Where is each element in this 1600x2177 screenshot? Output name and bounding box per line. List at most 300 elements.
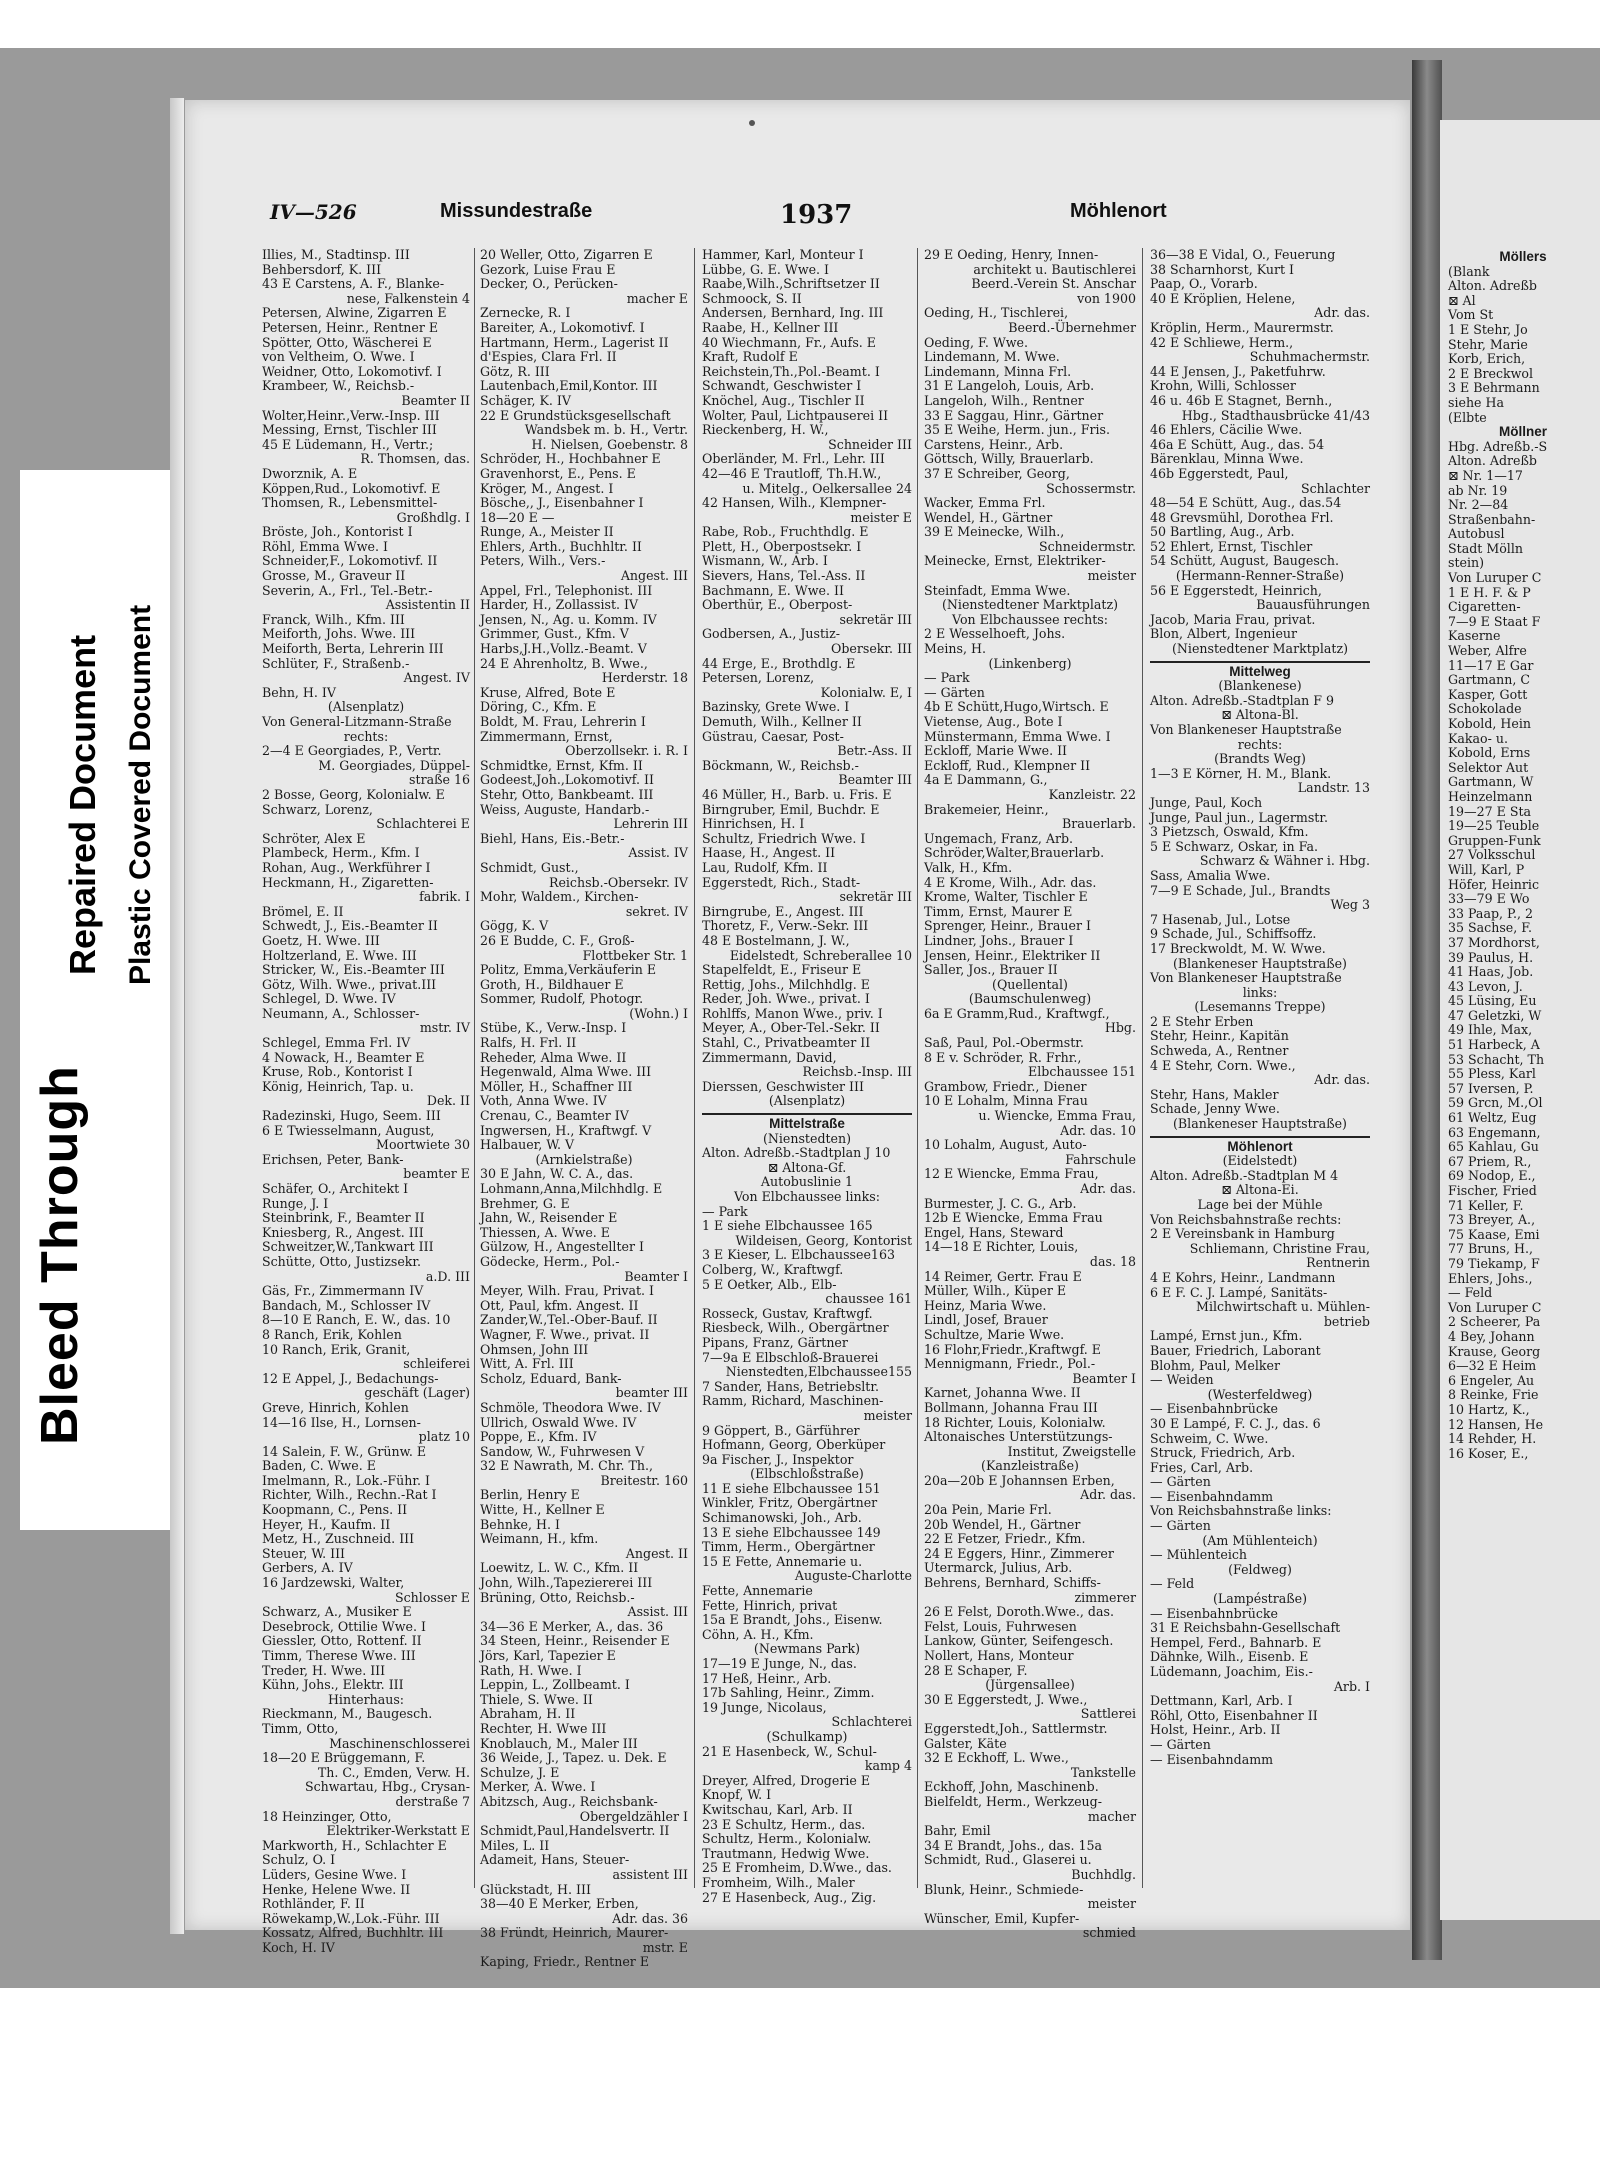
directory-entry: 43 E Carstens, A. F., Blanke-	[262, 276, 445, 292]
directory-entry: Meinecke, Ernst, Elektriker-	[924, 553, 1106, 569]
directory-entry: schleiferei	[403, 1356, 470, 1372]
directory-entry: Andersen, Bernhard, Ing. III	[702, 305, 884, 321]
directory-entry: (Blankeneser Hauptstraße)	[1173, 1116, 1347, 1132]
directory-entry: Behbersdorf, K. III	[262, 261, 382, 277]
directory-entry: Godeest,Joh.,Lokomotivf. II	[480, 772, 654, 788]
directory-entry: 57 Iversen, P.	[1448, 1080, 1534, 1096]
directory-entry: Institut, Zweigstelle	[1007, 1443, 1136, 1459]
directory-entry: 18—20 E Brüggemann, F.	[262, 1750, 426, 1766]
directory-entry: (Lesemanns Treppe)	[1194, 999, 1326, 1015]
directory-entry: (Elbschloßstraße)	[750, 1466, 864, 1482]
directory-entry: Schütte, Otto, Justizsekr.	[262, 1253, 422, 1269]
directory-entry: Weiss, Auguste, Handarb.-	[480, 801, 650, 817]
directory-entry: Korb, Erich,	[1448, 351, 1526, 367]
directory-entry: 40 E Kröplien, Helene,	[1150, 290, 1296, 306]
directory-entry: Wagner, F. Wwe., privat. II	[480, 1326, 650, 1342]
directory-entry: — Park	[924, 670, 970, 686]
directory-entry: 61 Weltz, Eug	[1448, 1110, 1537, 1126]
directory-entry: (Hermann-Renner-Straße)	[1175, 568, 1345, 584]
directory-entry: Von General-Litzmann-Straße	[262, 714, 452, 729]
directory-entry: Raabe, H., Kellner III	[702, 319, 839, 335]
directory-entry: Schröder,Walter,Brauerlarb.	[924, 845, 1105, 861]
directory-entry: 34—36 E Merker, A., das. 36	[480, 1618, 664, 1634]
directory-entry: 51 Harbeck, A	[1448, 1037, 1540, 1053]
bleed-through-label: Bleed Through	[31, 1065, 89, 1445]
directory-entry: beamter E	[403, 1166, 470, 1182]
directory-entry: Alton. Adreßb.-Stadtplan F 9	[1150, 692, 1335, 708]
directory-entry: Imelmann, R., Lok.-Führ. I	[262, 1472, 430, 1488]
directory-entry: Assistentin II	[385, 597, 470, 613]
directory-entry: 12 Hansen, He	[1448, 1416, 1544, 1432]
directory-entry: Adr. das. 36	[612, 1910, 688, 1926]
directory-entry: Karnet, Johanna Wwe. II	[924, 1385, 1081, 1401]
directory-entry: Erichsen, Peter, Bank-	[262, 1151, 404, 1167]
directory-entry: Kolonialw. E, I	[820, 684, 912, 700]
directory-entry: Runge, J. I	[262, 1195, 329, 1211]
directory-entry: Schröter, Alex E	[262, 830, 366, 846]
directory-entry: 12 E Appel, J., Bedachungs-	[262, 1370, 439, 1386]
directory-entry: Politz, Emma,Verkäuferin E	[480, 962, 657, 978]
directory-entry: Runge, A., Meister II	[480, 524, 614, 540]
directory-entry: Lindner, Johs., Brauer I	[924, 932, 1074, 948]
directory-entry: John, Wilh.,Tapeziererei III	[480, 1575, 653, 1591]
directory-entry: Blunk, Heinr., Schmiede-	[924, 1881, 1084, 1897]
directory-entry: 18 Heinzinger, Otto,	[262, 1808, 392, 1824]
directory-entry: Krome, Walter, Tischler E	[924, 889, 1088, 905]
directory-entry: Lindl, Josef, Brauer	[924, 1312, 1048, 1328]
directory-entry: Lampé, Ernst jun., Kfm.	[1150, 1328, 1303, 1344]
directory-entry: Halbauer, W. V	[480, 1137, 575, 1153]
directory-entry: 9 Göppert, B., Gärführer	[702, 1422, 860, 1438]
directory-entry: Kniesberg, R., Angest. III	[262, 1224, 424, 1240]
directory-entry: Adr. das. 10	[1060, 1122, 1136, 1138]
directory-entry: 9a Fischer, J., Inspektor	[702, 1451, 854, 1467]
directory-entry: (Westerfeldweg)	[1207, 1386, 1313, 1402]
directory-column-2	[480, 247, 688, 1970]
directory-entry: Landstr. 13	[1297, 780, 1370, 796]
directory-entry: (Brandts Weg)	[1214, 751, 1306, 767]
directory-entry: macher E	[626, 290, 688, 306]
directory-entry: Gödecke, Herm., Pol.-	[480, 1253, 620, 1269]
directory-entry: Mennigmann, Friedr., Pol.-	[924, 1356, 1096, 1372]
directory-entry: 35 E Weihe, Herm. jun., Fris.	[924, 422, 1110, 438]
directory-entry: Alton. Adreßb	[1448, 278, 1537, 294]
directory-entry: (Blank	[1448, 263, 1490, 279]
directory-entry: Stehr, Heinr., Kapitän	[1150, 1028, 1289, 1044]
directory-entry: Baden, C. Wwe. E	[262, 1458, 376, 1474]
directory-entry: Reichsb.-Insp. III	[802, 1064, 912, 1080]
directory-entry: 39 Paulus, H.	[1448, 949, 1534, 965]
column-divider	[917, 248, 918, 1888]
directory-entry: Petersen, Heinr., Rentner E	[262, 319, 439, 335]
directory-entry: Schwarz & Wähner i. Hbg.	[1199, 853, 1370, 869]
directory-entry: Schlachter	[1300, 480, 1370, 496]
directory-entry: Stapelfeldt, E., Friseur E	[702, 962, 862, 978]
directory-entry: Schneider,F., Lokomotivf. II	[262, 553, 438, 569]
directory-entry: Trautmann, Hedwig Wwe.	[702, 1845, 870, 1861]
directory-entry: Burmester, J. C. G., Arb.	[924, 1195, 1077, 1211]
directory-entry: Will, Karl, P	[1448, 861, 1525, 877]
directory-entry: Meiforth, Johs. Wwe. III	[262, 626, 416, 642]
section-divider	[1150, 661, 1370, 663]
directory-entry: Göttsch, Willy, Brauerlarb.	[924, 451, 1094, 467]
directory-entry: Rieckmann, M., Baugesch.	[262, 1706, 433, 1722]
directory-entry: platz 10	[418, 1429, 470, 1445]
directory-entry: 12 E Wiencke, Emma Frau,	[924, 1166, 1099, 1182]
directory-entry: Henke, Helene Wwe. II	[262, 1881, 411, 1897]
directory-entry: 71 Keller, F.	[1448, 1197, 1524, 1213]
directory-entry: Schulze, J. E	[480, 1764, 560, 1780]
directory-entry: Angest. III	[620, 568, 688, 584]
directory-entry: Neumann, A., Schlosser-	[262, 1005, 420, 1021]
directory-entry: Schweim, C. Wwe.	[1150, 1430, 1269, 1446]
directory-entry: Peters, Wilh., Vers.-	[480, 553, 606, 569]
directory-entry: 26 E Budde, C. F., Groß-	[480, 932, 635, 948]
directory-entry: Desebrock, Ottilie Wwe. I	[262, 1618, 426, 1634]
directory-entry: 42 E Schliewe, Herm.,	[1150, 334, 1294, 350]
directory-entry: Greve, Hinrich, Kohlen	[262, 1399, 409, 1415]
repaired-document-label: Repaired Document	[62, 634, 103, 975]
directory-entry: Behn, H. IV	[262, 684, 336, 700]
directory-entry: Treder, H. Wwe. III	[262, 1662, 386, 1678]
directory-entry: Schmöle, Theodora Wwe. IV	[480, 1399, 661, 1415]
directory-entry: Groth, H., Bildhauer E	[480, 976, 624, 992]
directory-entry: Von Luruper C	[1448, 570, 1542, 586]
directory-entry: 18—20 E —	[480, 509, 555, 525]
directory-entry: Bielfeldt, Herm., Werkzeug-	[924, 1793, 1102, 1809]
directory-entry: 4 E Stehr, Corn. Wwe.,	[1150, 1057, 1296, 1073]
directory-entry: Steinfadt, Emma Wwe.	[924, 582, 1071, 598]
directory-entry: Hegenwald, Alma Wwe. III	[480, 1064, 652, 1080]
directory-entry: ⊠ Altona-Ei.	[1221, 1182, 1299, 1198]
directory-entry: Gerbers, A. IV	[262, 1560, 353, 1576]
directory-entry: Timm, Ernst, Maurer E	[924, 903, 1073, 919]
directory-entry: 20 Weller, Otto, Zigarren E	[480, 247, 653, 262]
directory-entry: Colberg, W., Kraftwgf.	[702, 1261, 844, 1277]
directory-entry: Goetz, H. Wwe. III	[262, 932, 380, 948]
directory-entry: Lindemann, M. Wwe.	[924, 349, 1060, 365]
directory-entry: 33—79 E Wo	[1448, 891, 1530, 907]
directory-entry: 3 E Kieser, L. Elbchaussee163	[702, 1247, 895, 1263]
directory-entry: Obersekr. III	[831, 641, 912, 657]
directory-entry: Nienstedten,Elbchaussee155	[725, 1364, 912, 1380]
directory-entry: Schäfer, O., Architekt I	[262, 1181, 409, 1196]
next-page	[1440, 120, 1600, 1920]
directory-entry: 10 E Lohalm, Minna Frau	[924, 1093, 1088, 1109]
directory-entry: 30 E Jahn, W. C. A., das.	[480, 1166, 634, 1182]
directory-entry: Rabe, Rob., Fruchthdlg. E	[702, 524, 869, 540]
directory-entry: Köppen,Rud., Lokomotivf. E	[262, 480, 441, 496]
directory-entry: 5 E Schwarz, Oskar, in Fa.	[1150, 838, 1319, 854]
page-number: IV—526	[270, 200, 357, 224]
directory-entry: 20a—20b E Johannsen Erben,	[924, 1472, 1115, 1488]
directory-entry: Großhdlg. I	[396, 509, 470, 525]
directory-entry: Heyer, H., Kaufm. II	[262, 1516, 391, 1532]
directory-entry: u. Mitelg., Oelkersallee 24	[742, 480, 912, 496]
directory-entry: schmied	[1082, 1925, 1136, 1941]
directory-entry: Stübe, K., Verw.-Insp. I	[480, 1020, 627, 1036]
directory-entry: meister E	[850, 509, 912, 525]
directory-entry: 17—19 E Junge, N., das.	[702, 1656, 857, 1671]
directory-entry: 7 Sander, Hans, Betriebsltr.	[702, 1378, 880, 1394]
directory-entry: 2 E Vereinsbank in Hamburg	[1150, 1226, 1335, 1242]
directory-entry: 14—16 Ilse, H., Lornsen-	[262, 1414, 421, 1430]
directory-entry: Münstermann, Emma Wwe. I	[924, 728, 1111, 744]
directory-entry: Auguste-Charlotte	[794, 1568, 912, 1584]
directory-entry: 36 Weide, J., Tapez. u. Dek. E	[480, 1750, 667, 1766]
directory-entry: Birngrube, E., Angest. III	[702, 903, 864, 919]
street-heading: Mittelweg	[1229, 663, 1291, 679]
directory-entry: Spötter, Otto, Wäscherei E	[262, 334, 432, 350]
directory-entry: Von Elbchaussee rechts:	[952, 611, 1108, 627]
directory-entry: Elbchaussee 151	[1028, 1064, 1136, 1080]
directory-entry: Schwandt, Geschwister I	[702, 378, 862, 394]
directory-entry: 25 E Fromheim, D.Wwe., das.	[702, 1860, 892, 1876]
directory-entry: 2 E Breckwol	[1448, 365, 1534, 381]
directory-entry: Koopmann, C., Pens. II	[262, 1502, 408, 1518]
directory-entry: Lankow, Günter, Seifengesch.	[924, 1633, 1114, 1649]
directory-entry: ⊠ Al	[1448, 292, 1476, 308]
directory-entry: Pipans, Franz, Gärtner	[702, 1334, 848, 1350]
directory-entry: Bareiter, A., Lokomotivf. I	[480, 319, 645, 335]
directory-entry: Rohan, Aug., Werkführer I	[262, 859, 431, 875]
directory-entry: Riesbeck, Wilh., Obergärtner	[702, 1320, 889, 1336]
directory-entry: 14 Rehder, H.	[1448, 1431, 1537, 1447]
directory-entry: Wildeisen, Georg, Kontorist	[735, 1232, 912, 1248]
directory-entry: Bauausführungen	[1256, 597, 1370, 613]
directory-entry: Autobuslinie 1	[760, 1174, 854, 1190]
directory-entry: Kakao- u.	[1448, 730, 1509, 746]
directory-entry: Struck, Friedrich, Arb.	[1150, 1445, 1296, 1461]
directory-entry: Hbg.	[1104, 1020, 1136, 1036]
directory-entry: — Gärten	[924, 684, 985, 700]
directory-entry: Glückstadt, H. III	[480, 1881, 591, 1897]
directory-entry: Behnke, H. I	[480, 1516, 560, 1532]
directory-entry: Weidner, Otto, Lokomotivf. I	[262, 363, 442, 379]
section-divider	[1150, 1136, 1370, 1138]
book-gutter	[1412, 60, 1442, 1960]
directory-entry: Nollert, Hans, Monteur	[924, 1648, 1074, 1663]
directory-entry: (Quellental)	[992, 976, 1068, 992]
directory-entry: Ehlers, Johs.,	[1448, 1270, 1533, 1286]
directory-entry: Reder, Joh. Wwe., privat. I	[702, 991, 870, 1007]
directory-entry: — Gärten	[1150, 1474, 1211, 1490]
directory-entry: Fischer, Fried	[1448, 1183, 1537, 1198]
directory-entry: Altonaisches Unterstützungs-	[924, 1429, 1113, 1445]
directory-entry: Biehl, Hans, Eis.-Betr.-	[480, 830, 625, 846]
directory-entry: Sommer, Rudolf, Photogr.	[480, 991, 644, 1007]
directory-entry: Petersen, Alwine, Zigarren E	[262, 305, 447, 321]
directory-entry: Hinrichsen, H. I	[702, 816, 805, 832]
directory-entry: 73 Breyer, A.,	[1448, 1212, 1536, 1228]
directory-entry: Bauer, Friedrich, Laborant	[1150, 1342, 1321, 1358]
directory-entry: Gäs, Fr., Zimmermann IV	[262, 1283, 424, 1299]
directory-entry: Schmidtke, Ernst, Kfm. II	[480, 757, 643, 773]
directory-entry: Reichsb.-Obersekr. IV	[548, 874, 688, 890]
directory-entry: 3 E Behrmann	[1448, 380, 1540, 396]
directory-entry: 33 Paap, P., 2	[1448, 905, 1533, 921]
directory-entry: Hempel, Ferd., Bahnarb. E	[1150, 1634, 1322, 1650]
directory-entry: Brauerlarb.	[1062, 816, 1136, 832]
directory-entry: 42 Hansen, Wilh., Klempner-	[702, 495, 887, 511]
directory-entry: 54 Schütt, August, Baugesch.	[1150, 553, 1339, 569]
directory-entry: Raabe,Wilh.,Schriftsetzer II	[702, 276, 880, 292]
directory-entry: Eckhoff, John, Maschinenb.	[924, 1779, 1099, 1795]
directory-entry: 4 Nowack, H., Beamter E	[262, 1049, 425, 1065]
directory-entry: Röwekamp,W.,Lok.-Führ. III	[262, 1910, 440, 1926]
directory-entry: König, Heinrich, Tap. u.	[262, 1078, 414, 1094]
directory-entry: Holst, Heinr., Arb. II	[1150, 1722, 1281, 1738]
directory-entry: 14—18 E Richter, Louis,	[924, 1239, 1079, 1255]
directory-entry: Wacker, Emma Frl.	[924, 495, 1046, 511]
directory-entry: Grimmer, Gust., Kfm. V	[480, 626, 629, 642]
directory-entry: Eidelstedt, Schreberallee 10	[729, 947, 912, 963]
directory-entry: 69 Nodop, E.,	[1448, 1168, 1536, 1184]
directory-entry: 33 E Saggau, Hinr., Gärtner	[924, 407, 1104, 423]
directory-entry: Mohr, Waldem., Kirchen-	[480, 889, 639, 905]
directory-entry: — Weiden	[1150, 1372, 1214, 1388]
directory-entry: 1 E H. F. & P	[1448, 584, 1531, 600]
directory-entry: 8 E v. Schröder, R. Frhr.,	[924, 1049, 1082, 1065]
directory-entry: Timm, Therese Wwe. III	[262, 1648, 416, 1663]
directory-entry: 48 E Bostelmann, J. W.,	[702, 932, 850, 948]
directory-entry: meister	[1087, 1896, 1136, 1912]
directory-entry: Vietense, Aug., Bote I	[924, 714, 1063, 729]
directory-entry: Buchhdlg.	[1071, 1866, 1136, 1882]
directory-entry: Schweda, A., Rentner	[1150, 1043, 1289, 1059]
directory-entry: Krohn, Willi, Schlosser	[1150, 378, 1296, 394]
directory-entry: Gartmann, C	[1448, 672, 1530, 688]
directory-entry: Beerd.-Übernehmer	[1008, 319, 1136, 335]
directory-entry: (Elbte	[1448, 409, 1487, 425]
directory-column-1	[262, 247, 470, 1955]
directory-entry: Rothländer, F. II	[262, 1896, 365, 1912]
directory-entry: (Alsenplatz)	[768, 1093, 846, 1109]
directory-entry: 31 E Reichsbahn-Gesellschaft	[1150, 1620, 1341, 1636]
directory-entry: Wolter,Heinr.,Verw.-Insp. III	[262, 407, 440, 423]
header-street: Missundestraße	[440, 200, 593, 222]
directory-entry: Ullrich, Oswald Wwe. IV	[480, 1414, 637, 1430]
directory-entry: 12b E Wiencke, Emma Frau	[924, 1210, 1103, 1226]
directory-entry: Selektor Aut	[1448, 759, 1529, 775]
column-divider	[474, 248, 475, 1888]
directory-entry: 17b Sahling, Heinr., Zimm.	[702, 1685, 875, 1701]
directory-entry: Von Reichsbahnstraße links:	[1150, 1503, 1332, 1519]
page-header	[200, 200, 1380, 230]
section-divider	[702, 1113, 912, 1115]
directory-entry: Beamter I	[1072, 1370, 1136, 1386]
directory-entry: Maschinenschlosserei	[329, 1735, 470, 1751]
directory-entry: 20a Pein, Marie Frl.	[924, 1502, 1052, 1518]
directory-entry: 5 E Oetker, Alb., Elb-	[702, 1276, 837, 1292]
directory-entry: derstraße 7	[395, 1793, 470, 1809]
directory-entry: (Am Mühlenteich)	[1202, 1532, 1318, 1548]
directory-entry: Wismann, W., Arb. I	[702, 553, 828, 569]
directory-entry: Obergeldzähler I	[579, 1808, 688, 1824]
directory-entry: 32 E Nawrath, M. Chr. Th.,	[480, 1458, 654, 1474]
directory-entry: Adr. das.	[1080, 1181, 1136, 1196]
directory-entry: Leppin, L., Zollbeamt. I	[480, 1677, 630, 1693]
directory-entry: 4 E Kohrs, Heinr., Landmann	[1150, 1269, 1336, 1285]
directory-entry: Schwartau, Hbg., Crysan-	[304, 1779, 470, 1795]
directory-entry: — Gärten	[1150, 1518, 1211, 1534]
directory-entry: Moortwiete 30	[376, 1137, 470, 1153]
directory-entry: Reichstein,Th.,Pol.-Beamt. I	[702, 363, 880, 379]
directory-entry: straße 16	[409, 772, 470, 788]
directory-entry: Wünscher, Emil, Kupfer-	[924, 1910, 1080, 1926]
directory-entry: Behrens, Bernhard, Schiffs-	[924, 1575, 1101, 1591]
directory-entry: Kaserne	[1448, 628, 1501, 644]
directory-entry: Stehr, Otto, Bankbeamt. III	[480, 786, 654, 802]
directory-entry: 23 E Schultz, Herm., das.	[702, 1816, 866, 1832]
directory-entry: 40 Wiechmann, Fr., Aufs. E	[702, 334, 876, 350]
directory-entry: Heinzelmann	[1448, 788, 1533, 804]
directory-entry: Von Blankeneser Hauptstraße	[1150, 970, 1342, 986]
directory-entry: Heckmann, H., Zigaretten-	[262, 874, 434, 890]
directory-entry: 6 E F. C. J. Lampé, Sanitäts-	[1150, 1284, 1328, 1300]
directory-entry: Kasper, Gott	[1448, 686, 1528, 702]
directory-entry: Radezinski, Hugo, Seem. III	[262, 1108, 441, 1124]
directory-entry: 34 E Brandt, Johs., das. 15a	[924, 1837, 1103, 1853]
directory-entry: Ungemach, Franz, Arb.	[924, 830, 1074, 846]
directory-entry: Ingwersen, H., Kraftwgf. V	[480, 1122, 652, 1138]
directory-entry: Alton. Adreßb	[1448, 453, 1537, 469]
directory-entry: 46a E Schütt, Aug., das. 54	[1150, 436, 1325, 452]
directory-entry: Breitestr. 160	[600, 1472, 688, 1488]
directory-entry: Rohlffs, Manon Wwe., priv. I	[702, 1005, 883, 1021]
directory-entry: Ralfs, H. Frl. II	[480, 1035, 577, 1051]
directory-entry: R. Thomsen, das.	[360, 451, 470, 467]
directory-entry: Scholz, Eduard, Bank-	[480, 1370, 622, 1386]
directory-entry: Von Elbchaussee links:	[733, 1189, 881, 1204]
directory-entry: Timm, Otto,	[262, 1720, 339, 1736]
directory-entry: 30 E Lampé, F. C. J., das. 6	[1150, 1415, 1321, 1431]
directory-entry: 37 E Schreiber, Georg,	[924, 465, 1070, 481]
directory-entry: 7—9a E Elbschloß-Brauerei	[702, 1349, 879, 1365]
directory-column-3	[702, 247, 912, 1905]
directory-entry: Lage bei der Mühle	[1197, 1197, 1323, 1212]
directory-entry: 43 Levon, J.	[1448, 978, 1523, 994]
directory-entry: macher	[1087, 1808, 1136, 1824]
directory-entry: Paap, O., Vorarb.	[1150, 276, 1258, 292]
directory-entry: 56 E Eggerstedt, Heinrich,	[1150, 582, 1322, 598]
directory-entry: 7—9 E Staat F	[1448, 613, 1541, 629]
directory-entry: 49 Ihle, Max,	[1448, 1022, 1533, 1038]
directory-entry: 8 Reinke, Frie	[1448, 1387, 1539, 1403]
directory-entry: 2 Scheerer, Pa	[1448, 1314, 1541, 1330]
directory-entry: Schwarz, Lorenz,	[262, 801, 373, 817]
directory-entry: 29 E Oeding, Henry, Innen-	[924, 247, 1099, 262]
directory-entry: Crenau, C., Beamter IV	[480, 1108, 629, 1124]
directory-entry: Hartmann, Herm., Lagerist II	[480, 334, 669, 350]
directory-entry: Schweitzer,W.,Tankwart III	[262, 1239, 434, 1255]
directory-entry: Beamter I	[624, 1268, 688, 1284]
directory-entry: Dek. II	[426, 1093, 470, 1109]
directory-entry: Rettig, Johs., Milchhdlg. E	[702, 976, 870, 992]
directory-entry: Hbg. Adreßb.-S	[1448, 438, 1548, 454]
directory-entry: Meins, H.	[924, 641, 986, 657]
directory-entry: rechts:	[343, 728, 389, 744]
directory-entry: Milchwirtschaft u. Mühlen-	[1196, 1299, 1370, 1315]
directory-entry: Jörs, Karl, Tapezier E	[480, 1648, 616, 1663]
directory-entry: Hammer, Karl, Monteur I	[702, 247, 864, 262]
directory-entry: Steuer, W. III	[262, 1545, 346, 1561]
directory-entry: Schade, Jenny Wwe.	[1150, 1101, 1280, 1117]
directory-entry: (Linkenberg)	[988, 655, 1072, 671]
directory-entry: — Eisenbahndamm	[1150, 1488, 1274, 1504]
directory-entry: Richter, Wilh., Rechn.-Rat I	[262, 1487, 437, 1503]
directory-entry: 35 Sachse, F.	[1448, 920, 1533, 936]
